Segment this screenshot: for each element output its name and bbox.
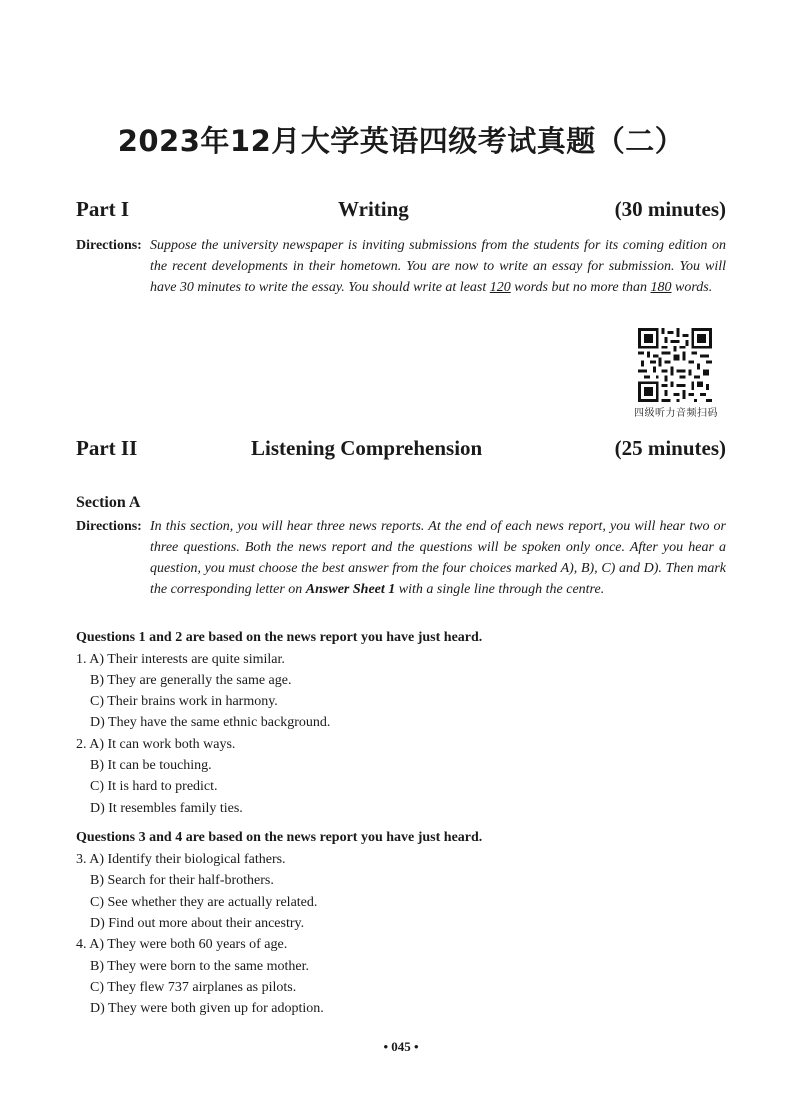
question-4-option-a: 4. A) They were both 60 years of age. [76, 937, 288, 952]
writing-directions-text [150, 235, 726, 298]
part-2-time: (25 minutes) [614, 436, 726, 460]
question-3-option-c: C) See whether they are actually related. [90, 895, 318, 910]
part-2-name: Listening Comprehension [251, 436, 483, 460]
question-3-option-b: B) Search for their half-brothers. [90, 873, 274, 888]
question-group-heading: Questions 3 and 4 are based on the news report you have just heard. [76, 830, 483, 845]
question-3-option-d: D) Find out more about their ancestry. [90, 916, 305, 931]
max-words: 180 [650, 280, 672, 295]
question-4-option-b: B) They were born to the same mother. [90, 959, 310, 974]
page-title: 2023年12月大学英语四级考试真题（二） [117, 124, 685, 158]
part-2-header [76, 436, 726, 464]
qr-caption: 四级听力音频扫码 [634, 408, 718, 419]
question-1-option-b: B) They are generally the same age. [90, 673, 292, 688]
part-2-label: Part II [76, 436, 138, 460]
section-a-directions-text [150, 516, 726, 600]
question-4-option-d: D) They were both given up for adoption. [90, 1001, 324, 1016]
min-words: 120 [489, 280, 511, 295]
part-1-name: Writing [338, 197, 409, 221]
question-2-option-b: B) It can be touching. [90, 758, 212, 773]
part-1-header [76, 197, 726, 225]
qr-code-icon[interactable] [638, 328, 712, 402]
directions-text-3: words. [671, 280, 713, 295]
question-group-heading: Questions 1 and 2 are based on the news report you have just heard. [76, 630, 483, 645]
writing-directions [76, 235, 726, 298]
part-1-time: (30 minutes) [614, 197, 726, 221]
question-1-option-d: D) They have the same ethnic background. [90, 715, 331, 730]
directions-label: Directions: [76, 238, 142, 253]
section-a-title: Section A [76, 494, 141, 511]
question-2-option-d: D) It resembles family ties. [90, 801, 243, 816]
section-a-text-2: with a single line through the centre. [395, 582, 605, 597]
question-1-option-c: C) Their brains work in harmony. [90, 694, 278, 709]
directions-label: Directions: [76, 519, 142, 534]
question-3-option-a: 3. A) Identify their biological fathers. [76, 852, 286, 867]
question-2-option-c: C) It is hard to predict. [90, 779, 218, 794]
directions-text-2: words but no more than [510, 280, 651, 295]
section-a-directions [76, 516, 726, 600]
answer-sheet-ref: Answer Sheet 1 [305, 582, 396, 597]
section-a-text-1: In this section, you will hear three news reports. At the end of each news report, you will hear two or three questions. Both the news report and the questions will be spoken only once. After you hear a question, you must choose the best answer from the four choices marked A), B), C) and D). Then mark the corresponding letter on [150, 519, 726, 597]
question-4-option-c: C) They flew 737 airplanes as pilots. [90, 980, 297, 995]
page-number: • 045 • [383, 1039, 419, 1054]
question-2-option-a: 2. A) It can work both ways. [76, 737, 236, 752]
part-1-label: Part I [76, 197, 130, 221]
question-1-option-a: 1. A) Their interests are quite similar. [76, 652, 285, 667]
directions-text-1: Suppose the university newspaper is inviting submissions from the students for its coming edition on the recent developments in their hometown. You are now to write an essay for submission. You will have 30 minutes to write the essay. You should write at least [150, 238, 726, 295]
